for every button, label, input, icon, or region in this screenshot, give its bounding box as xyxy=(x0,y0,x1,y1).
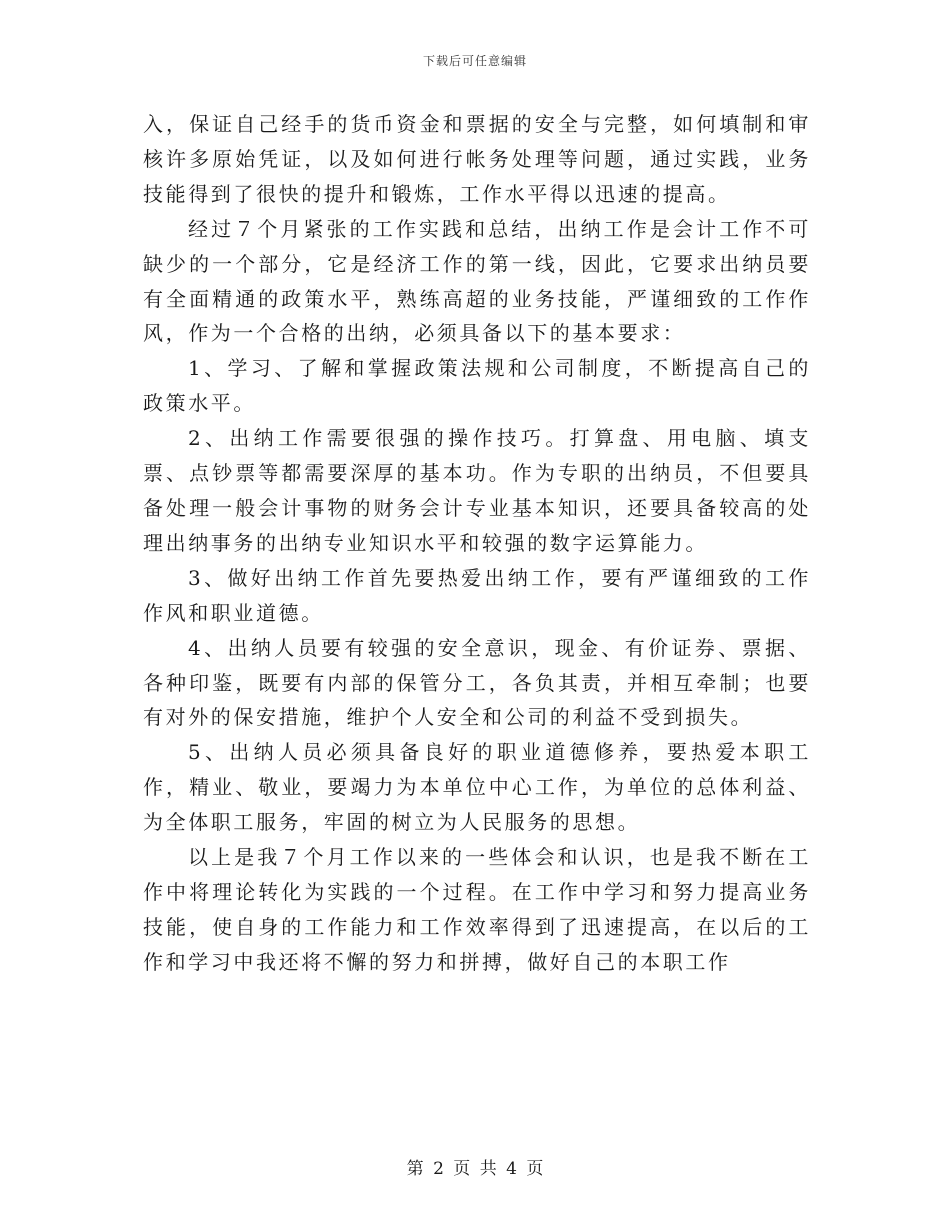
paragraph-summary: 经过７个月紧张的工作实践和总结，出纳工作是会计工作不可缺少的一个部分，它是经济工作的第一线，因此，它要求出纳员要有全面精通的政策水平，熟练高超的业务技能，严谨细致的工作作风，作为一个合格的出纳，必须具备以下的基本要求： xyxy=(143,216,811,346)
page-header: 下载后可任意编辑 xyxy=(422,54,527,68)
paragraph-requirement-5: 5、出纳人员必须具备良好的职业道德修养，要热爱本职工作，精业、敬业，要竭力为本单位中心工作，为单位的总体利益、为全体职工服务，牢固的树立为人民服务的思想。 xyxy=(143,740,811,835)
document-body xyxy=(143,107,811,980)
paragraph-requirement-3: 3、做好出纳工作首先要热爱出纳工作，要有严谨细致的工作作风和职业道德。 xyxy=(143,565,811,625)
paragraph-conclusion: 以上是我７个月工作以来的一些体会和认识，也是我不断在工作中将理论转化为实践的一个过程。在工作中学习和努力提高业务技能，使自身的工作能力和工作效率得到了迅速提高，在以后的工作和学习中我还将不懈的努力和拼搏，做好自己的本职工作 xyxy=(143,845,811,974)
paragraph-continuation: 入，保证自己经手的货币资金和票据的安全与完整，如何填制和审核许多原始凭证，以及如何进行帐务处理等问题，通过实践，业务技能得到了很快的提升和锻炼，工作水平得以迅速的提高。 xyxy=(143,112,811,206)
page-number: 第 2 页 共 4 页 xyxy=(406,1159,544,1179)
paragraph-requirement-1: 1、学习、了解和掌握政策法规和公司制度，不断提高自己的政策水平。 xyxy=(143,356,811,416)
paragraph-requirement-2: 2、出纳工作需要很强的操作技巧。打算盘、用电脑、填支票、点钞票等都需要深厚的基本功。作为专职的出纳员，不但要具备处理一般会计事物的财务会计专业基本知识，还要具备较高的处理出纳事务的出纳专业知识水平和较强的数字运算能力。 xyxy=(143,426,811,555)
paragraph-requirement-4: 4、出纳人员要有较强的安全意识，现金、有价证券、票据、各种印鉴，既要有内部的保管分工，各负其责，并相互牵制；也要有对外的保安措施，维护个人安全和公司的利益不受到损失。 xyxy=(143,635,811,730)
